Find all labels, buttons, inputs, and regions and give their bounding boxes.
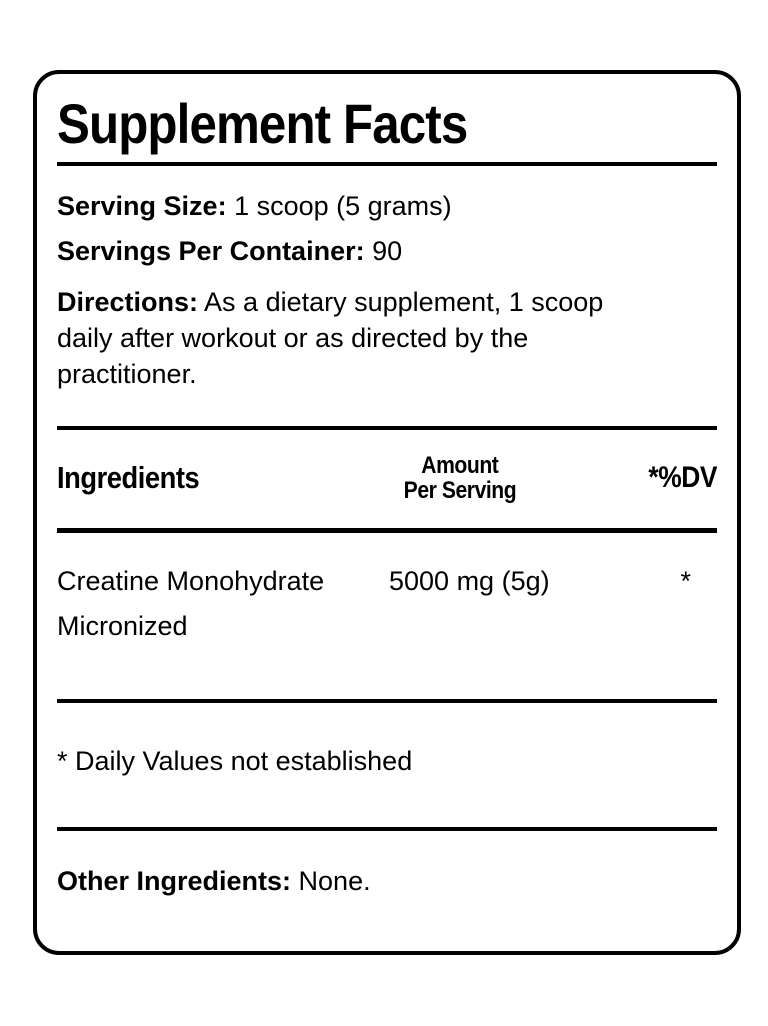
daily-values-footnote: * Daily Values not established	[57, 746, 413, 776]
supplement-facts-panel	[33, 70, 741, 955]
ingredient-dv: *	[680, 566, 691, 596]
rule-below-title	[57, 162, 717, 166]
column-header-dv	[572, 461, 717, 495]
rule-below-table-header	[57, 528, 717, 533]
column-header-amount-line2: Per Serving	[403, 477, 516, 504]
column-header-amount-per-serving	[347, 453, 572, 503]
serving-size-label: Serving Size:	[57, 191, 227, 221]
serving-size-value: 1 scoop (5 grams)	[234, 191, 452, 221]
servings-per-container-line	[57, 229, 717, 274]
directions-paragraph	[57, 284, 661, 392]
serving-info	[57, 184, 717, 274]
supplement-facts-title-text: Supplement Facts	[57, 92, 468, 155]
column-header-ingredients	[57, 460, 347, 496]
column-header-ingredients-text: Ingredients	[57, 460, 200, 495]
column-header-amount-line1: Amount	[420, 452, 499, 479]
directions-text: As a dietary supplement, 1 scoop daily after workout or as directed by the practitioner.	[57, 287, 604, 389]
table-header-row	[57, 450, 717, 506]
servings-per-container-label: Servings Per Container:	[57, 236, 365, 266]
table-row	[57, 559, 717, 649]
other-ingredients-value: None.	[298, 866, 371, 896]
other-ingredients-line	[57, 863, 717, 899]
servings-per-container-value: 90	[372, 236, 403, 266]
ingredient-name: Creatine Monohydrate Micronized	[57, 566, 325, 641]
serving-size-line	[57, 184, 717, 229]
rule-below-ingredient-row	[57, 699, 717, 703]
column-header-dv-text: *%DV	[648, 461, 717, 494]
directions-label: Directions:	[57, 287, 199, 317]
other-ingredients-label: Other Ingredients:	[57, 866, 292, 896]
ingredient-amount: 5000 mg (5g)	[389, 566, 550, 596]
rule-above-table-header	[57, 426, 717, 430]
rule-below-footnote	[57, 827, 717, 831]
supplement-facts-title	[57, 92, 717, 155]
